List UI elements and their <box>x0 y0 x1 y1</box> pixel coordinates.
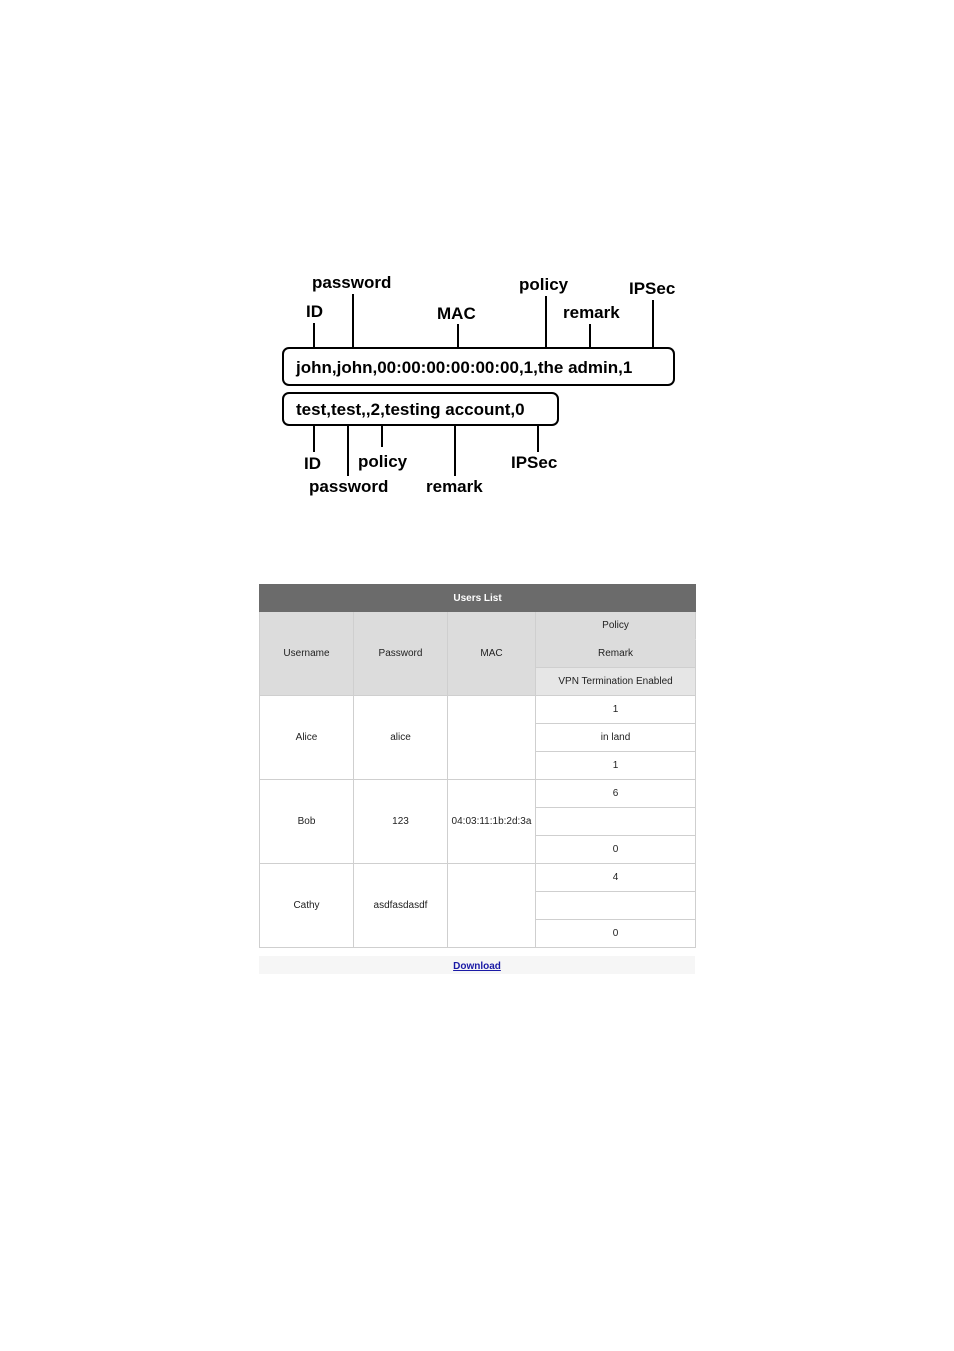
row1-label-policy: policy <box>519 275 569 294</box>
row1-label-ipsec: IPSec <box>629 279 676 298</box>
row2-label-policy: policy <box>358 452 408 471</box>
row1-record-text: john,john,00:00:00:00:00:00,1,the admin,1 <box>296 358 633 377</box>
row1-label-mac: MAC <box>437 304 476 323</box>
row2-label-remark: remark <box>426 477 483 496</box>
cell-username: Cathy <box>260 864 354 948</box>
cell-remark <box>536 892 696 920</box>
header-password: Password <box>354 612 448 696</box>
users-list-title: Users List <box>260 585 696 612</box>
download-bar <box>259 956 695 974</box>
header-username: Username <box>260 612 354 696</box>
cell-vpn: 1 <box>536 752 696 780</box>
cell-remark: in land <box>536 724 696 752</box>
row2-label-ipsec: IPSec <box>511 453 558 472</box>
header-remark: Remark <box>536 640 696 668</box>
cell-policy: 1 <box>536 696 696 724</box>
table-row <box>260 864 696 892</box>
table-row <box>260 780 696 808</box>
cell-username: Alice <box>260 696 354 780</box>
users-list-panel <box>259 584 695 974</box>
cell-mac <box>448 864 536 948</box>
cell-password: 123 <box>354 780 448 864</box>
users-list-table <box>259 584 696 948</box>
table-row <box>260 696 696 724</box>
cell-password: asdfasdasdf <box>354 864 448 948</box>
cell-vpn: 0 <box>536 836 696 864</box>
csv-format-diagram <box>0 0 954 520</box>
cell-mac <box>448 696 536 780</box>
header-mac: MAC <box>448 612 536 696</box>
row1-label-id: ID <box>306 302 323 321</box>
cell-remark <box>536 808 696 836</box>
download-link[interactable]: Download <box>453 961 501 972</box>
row1-label-remark: remark <box>563 303 620 322</box>
cell-password: alice <box>354 696 448 780</box>
row2-label-password: password <box>309 477 389 496</box>
cell-vpn: 0 <box>536 920 696 948</box>
row2-record-text: test,test,,2,testing account,0 <box>296 400 525 419</box>
cell-username: Bob <box>260 780 354 864</box>
header-policy: Policy <box>536 612 696 640</box>
row2-label-id: ID <box>304 454 321 473</box>
header-vpn-termination: VPN Termination Enabled <box>536 668 696 696</box>
cell-policy: 6 <box>536 780 696 808</box>
row1-label-password: password <box>312 273 392 292</box>
cell-policy: 4 <box>536 864 696 892</box>
cell-mac: 04:03:11:1b:2d:3a <box>448 780 536 864</box>
